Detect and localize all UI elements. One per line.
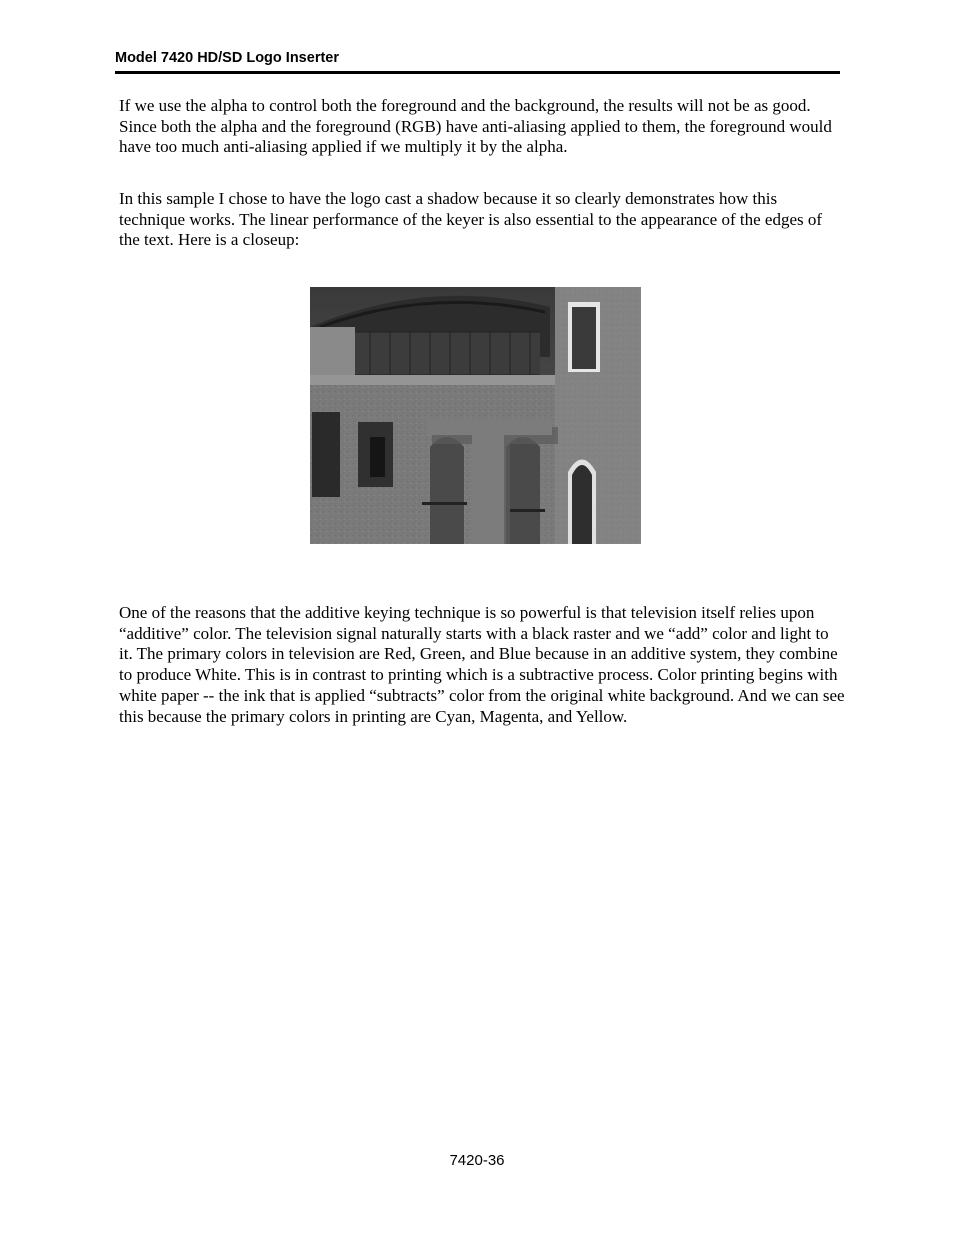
header-rule [115,71,840,74]
building-closeup-photo [310,287,641,544]
building-closeup-image [310,287,641,544]
paragraph-alpha-control: If we use the alpha to control both the foreground and the background, the results will not be as good. Since both the alpha and the foreground (RGB) have anti-aliasing applied to them, the foreground would have too much anti-aliasing applied if we multiply it by the alpha. [119,96,832,157]
paragraph-shadow-sample: In this sample I chose to have the logo cast a shadow because it so clearly demonstrates how this technique works. The linear performance of the keyer is also essential to the appearance of the edges of the text. Here is a closeup: [119,189,823,250]
paragraph-additive-color: One of the reasons that the additive keying technique is so powerful is that television itself relies upon “additive” color. The television signal naturally starts with a black raster and we “add” color and light to it. The primary colors in television are Red, Green, and Blue because in an additive system, they combine to produce White. This is in contrast to printing which is a subtractive process. Color printing begins with white paper -- the ink that is applied “subtracts” color from the original white background. And we can see this because the primary colors in printing are Cyan, Magenta, and Yellow. [119,603,845,726]
page-number: 7420-36 [449,1152,505,1169]
running-header: Model 7420 HD/SD Logo Inserter [115,50,339,66]
